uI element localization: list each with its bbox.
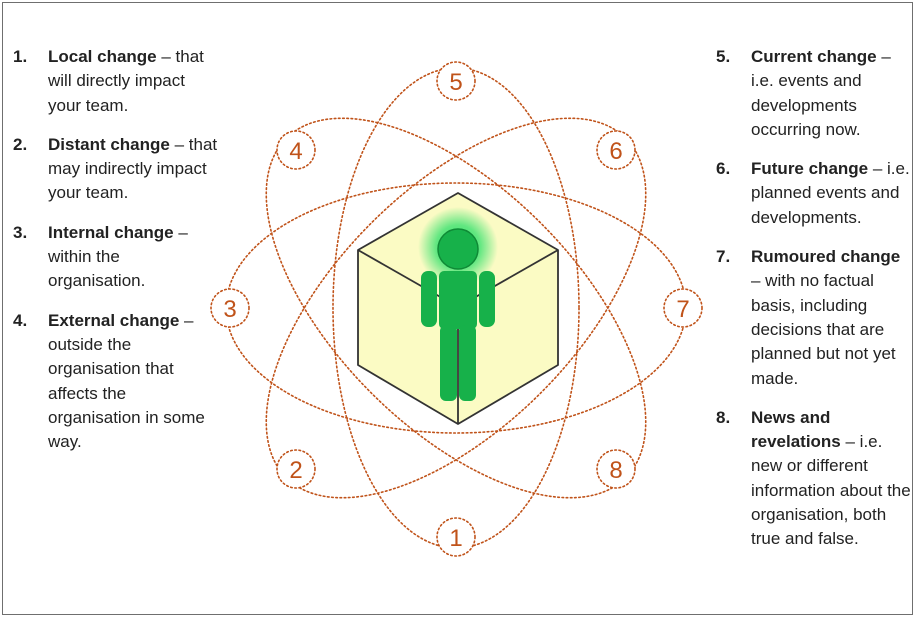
badge-5 [437,62,475,100]
right-arm [479,271,495,327]
left-arm [421,271,437,327]
item-term: Local change [48,47,157,66]
item-number: 6. [716,159,731,179]
badge-label: 6 [609,138,623,165]
item-description: – that may indirectly impact your team. [48,134,218,203]
badge-label: 5 [449,69,463,96]
torso [439,271,477,329]
item-term: News and revelations [751,407,841,452]
item-term: Current change [751,47,877,66]
item-number: 3. [13,222,28,242]
badge-label: 4 [289,138,303,165]
badge-2 [277,450,315,488]
item-description: – within the organisation. [48,222,188,291]
item-description: – that will directly impact your team. [48,47,204,115]
badge-label: 2 [289,457,303,484]
right-leg [459,325,476,401]
badge-label: 3 [223,296,237,323]
badge-label: 1 [449,525,463,552]
badge-4 [277,131,315,169]
left-leg [440,325,457,401]
head [438,229,478,269]
item-number: 8. [716,407,731,427]
badge-1 [437,518,475,556]
item-description: – i.e. planned events and developments. [751,159,910,227]
item-number: 7. [716,247,731,267]
item-description: – i.e. new or different information about the organisation, both true and false. [751,432,911,549]
badge-6 [597,131,635,169]
item-number: 2. [13,134,28,154]
item-description: – outside the organisation that affects the organisation in some way. [48,310,205,452]
item-number: 5. [716,47,731,66]
item-term: Future change [751,159,869,179]
item-description: – with no factual basis, including decisions that are planned but not yet made. [751,271,896,388]
badge-3 [211,289,249,327]
badge-7 [664,289,702,327]
item-term: Internal change [48,222,174,242]
change-orbit-diagram [3,3,912,614]
item-description: – i.e. events and developments occurring now. [751,47,891,139]
badge-label: 8 [609,457,623,484]
item-term: External change [48,310,180,330]
badge-8 [597,450,635,488]
badge-label: 7 [676,296,690,323]
item-number: 1. [13,47,28,66]
item-term: Rumoured change [751,247,901,267]
item-term: Distant change [48,134,170,154]
item-number: 4. [13,310,28,330]
diagram-frame [2,2,913,615]
